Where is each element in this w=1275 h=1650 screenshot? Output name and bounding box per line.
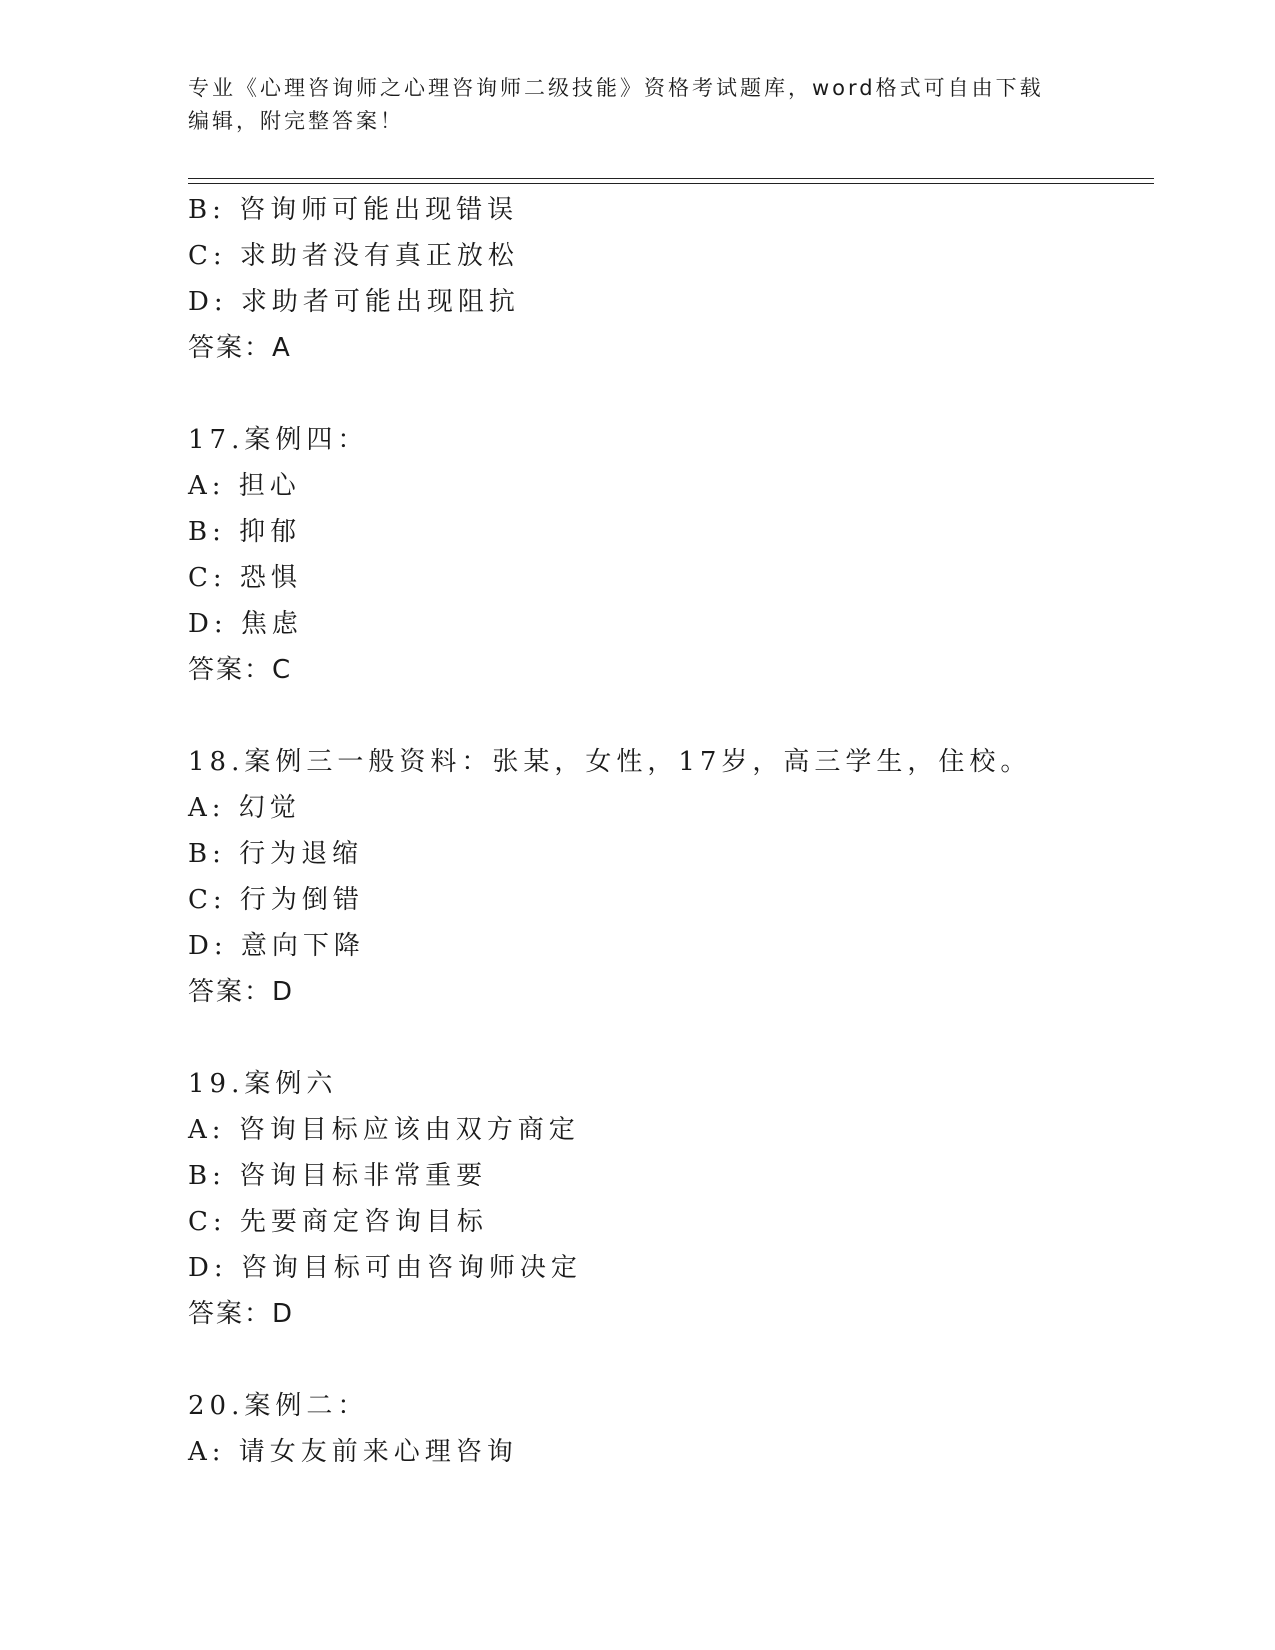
- question-stem: 17.案例四：: [188, 425, 369, 455]
- option-d: D: 焦虑: [188, 609, 303, 639]
- question-list: [188, 187, 1148, 1475]
- option-a: A: 担心: [188, 471, 301, 501]
- question-stem: 20.案例二：: [188, 1391, 369, 1421]
- question-19: [188, 1061, 1148, 1337]
- spacer: [188, 1015, 1148, 1061]
- answer: 答案：D: [188, 1299, 295, 1329]
- answer: 答案：A: [188, 333, 292, 363]
- option-c: C: 行为倒错: [188, 885, 364, 915]
- option-c: C: 求助者没有真正放松: [188, 241, 519, 271]
- option-d: D: 求助者可能出现阻抗: [188, 287, 520, 317]
- header-line-1: 专业《心理咨询师之心理咨询师二级技能》资格考试题库，word格式可自由下载: [188, 76, 1044, 100]
- spacer: [188, 371, 1148, 417]
- option-b: B: 咨询目标非常重要: [188, 1161, 488, 1191]
- option-a: A: 请女友前来心理咨询: [188, 1437, 518, 1467]
- question-18: [188, 739, 1148, 1015]
- option-b: B: 咨询师可能出现错误: [188, 195, 519, 225]
- option-b: B: 抑郁: [188, 517, 302, 547]
- header-line-2: 编辑，附完整答案！: [188, 109, 404, 133]
- question-stem: 18.案例三一般资料：张某，女性，17岁，高三学生，住校。: [188, 747, 1032, 777]
- question-17: [188, 417, 1148, 693]
- answer: 答案：C: [188, 655, 293, 685]
- header-divider-bottom: [188, 183, 1154, 184]
- option-a: A: 幻觉: [188, 793, 301, 823]
- question-stem: 19.案例六: [188, 1069, 338, 1099]
- option-c: C: 先要商定咨询目标: [188, 1207, 488, 1237]
- header-divider-top: [188, 178, 1154, 179]
- answer: 答案：D: [188, 977, 295, 1007]
- option-c: C: 恐惧: [188, 563, 302, 593]
- spacer: [188, 1337, 1148, 1383]
- document-header: [188, 72, 1088, 138]
- option-d: D: 意向下降: [188, 931, 365, 961]
- option-d: D: 咨询目标可由咨询师决定: [188, 1253, 582, 1283]
- question-20: [188, 1383, 1148, 1475]
- option-b: B: 行为退缩: [188, 839, 364, 869]
- spacer: [188, 693, 1148, 739]
- question-16: [188, 187, 1148, 371]
- option-a: A: 咨询目标应该由双方商定: [188, 1115, 580, 1145]
